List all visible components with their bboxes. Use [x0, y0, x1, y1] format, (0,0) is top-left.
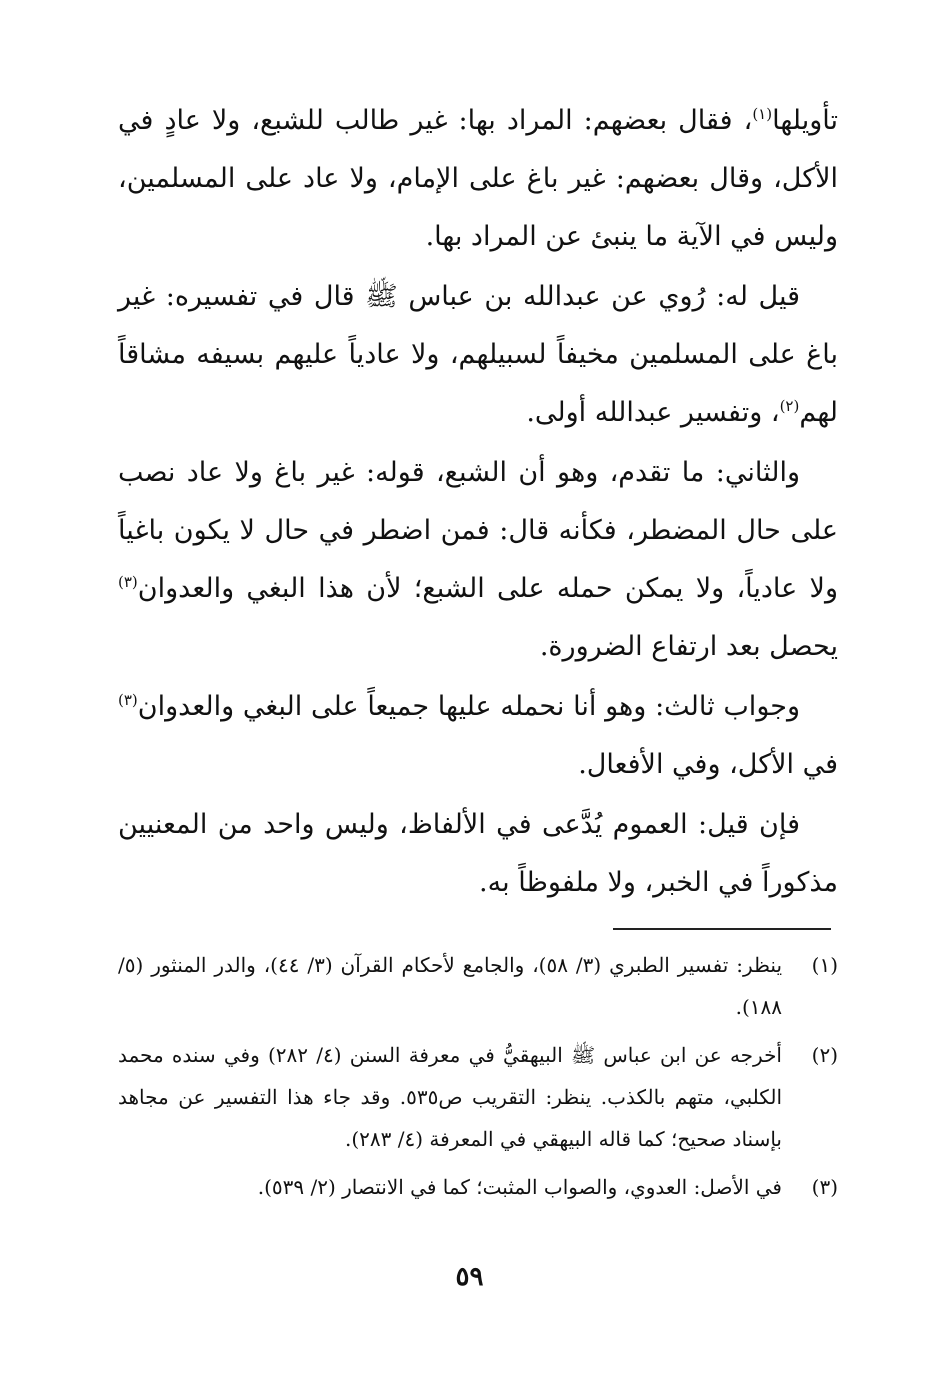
footnotes-section [118, 944, 838, 1214]
footnote-separator [613, 928, 831, 930]
paragraph-1-text-b: ، فقال بعضهم: المراد بها: غير طالب للشبع، ولا عادٍ في الأكل، وقال بعضهم: غير باغ على الإمام، ولا عاد على المسلمين، وليس في الآية ما ينبئ عن المراد بها. [118, 105, 838, 252]
page-number: ٥٩ [455, 1262, 484, 1292]
footnote-number: (٢) [811, 1043, 838, 1067]
paragraph-2-text-a: قيل له: رُوي عن عبدالله بن عباس ﷺ قال في تفسيره: غير باغ على المسلمين مخيفاً لسبيلهم، ولا عادياً عليهم بسيفه مشاقاً لهم [118, 281, 838, 428]
paragraph-5 [118, 796, 838, 912]
footnote-3 [118, 1166, 838, 1208]
paragraph-3 [118, 444, 838, 676]
main-text-body [118, 92, 838, 912]
footnote-number: (١) [811, 953, 838, 977]
footnote-ref-1: (١) [752, 105, 773, 123]
paragraph-2 [118, 268, 838, 442]
paragraph-4-text-b: في الأكل، وفي الأفعال. [578, 749, 838, 780]
paragraph-5-text: فإن قيل: العموم يُدَّعى في الألفاظ، وليس واحد من المعنيين مذكوراً في الخبر، ولا ملفوظاً به. [118, 809, 838, 898]
paragraph-4-text-a: وجواب ثالث: وهو أنا نحمله عليها جميعاً على البغي والعدوان [137, 691, 800, 722]
paragraph-2-text-b: ، وتفسير عبدالله أولى. [526, 397, 780, 428]
footnote-text: أخرجه عن ابن عباس ﷺ البيهقيُّ في معرفة السنن (٤/ ٢٨٢) وفي سنده محمد الكلبي، متهم بالكذب. ينظر: التقريب ص٥٣٥. وقد جاء هذا التفسير عن مجاهد بإسناد صحيح؛ كما قاله البيهقي في المعرفة (٤/ ٢٨٣). [118, 1043, 782, 1151]
footnote-1 [118, 944, 838, 1028]
paragraph-3-text-b: يحصل بعد ارتفاع الضرورة. [539, 631, 838, 662]
footnote-text: ينظر: تفسير الطبري (٣/ ٥٨)، والجامع لأحكام القرآن (٣/ ٤٤)، والدر المنثور (٥/ ١٨٨). [118, 953, 783, 1019]
footnote-number: (٣) [811, 1175, 838, 1199]
footnote-ref-3b: (٣) [118, 691, 138, 709]
paragraph-1-text-a: تأويلها [772, 105, 838, 136]
footnote-2 [118, 1034, 838, 1160]
footnote-ref-3a: (٣) [118, 573, 138, 591]
paragraph-4 [118, 678, 838, 794]
footnote-ref-2: (٢) [779, 397, 800, 415]
paragraph-3-text-a: والثاني: ما تقدم، وهو أن الشبع، قوله: غير باغ ولا عاد نصب على حال المضطر، فكأنه قال: فمن اضطر في حال لا يكون باغياً ولا عادياً، ولا يمكن حمله على الشبع؛ لأن هذا البغي والعدوان [118, 457, 838, 604]
footnote-text: في الأصل: العدوي، والصواب المثبت؛ كما في الانتصار (٢/ ٥٣٩). [257, 1175, 782, 1199]
paragraph-1 [118, 92, 838, 266]
